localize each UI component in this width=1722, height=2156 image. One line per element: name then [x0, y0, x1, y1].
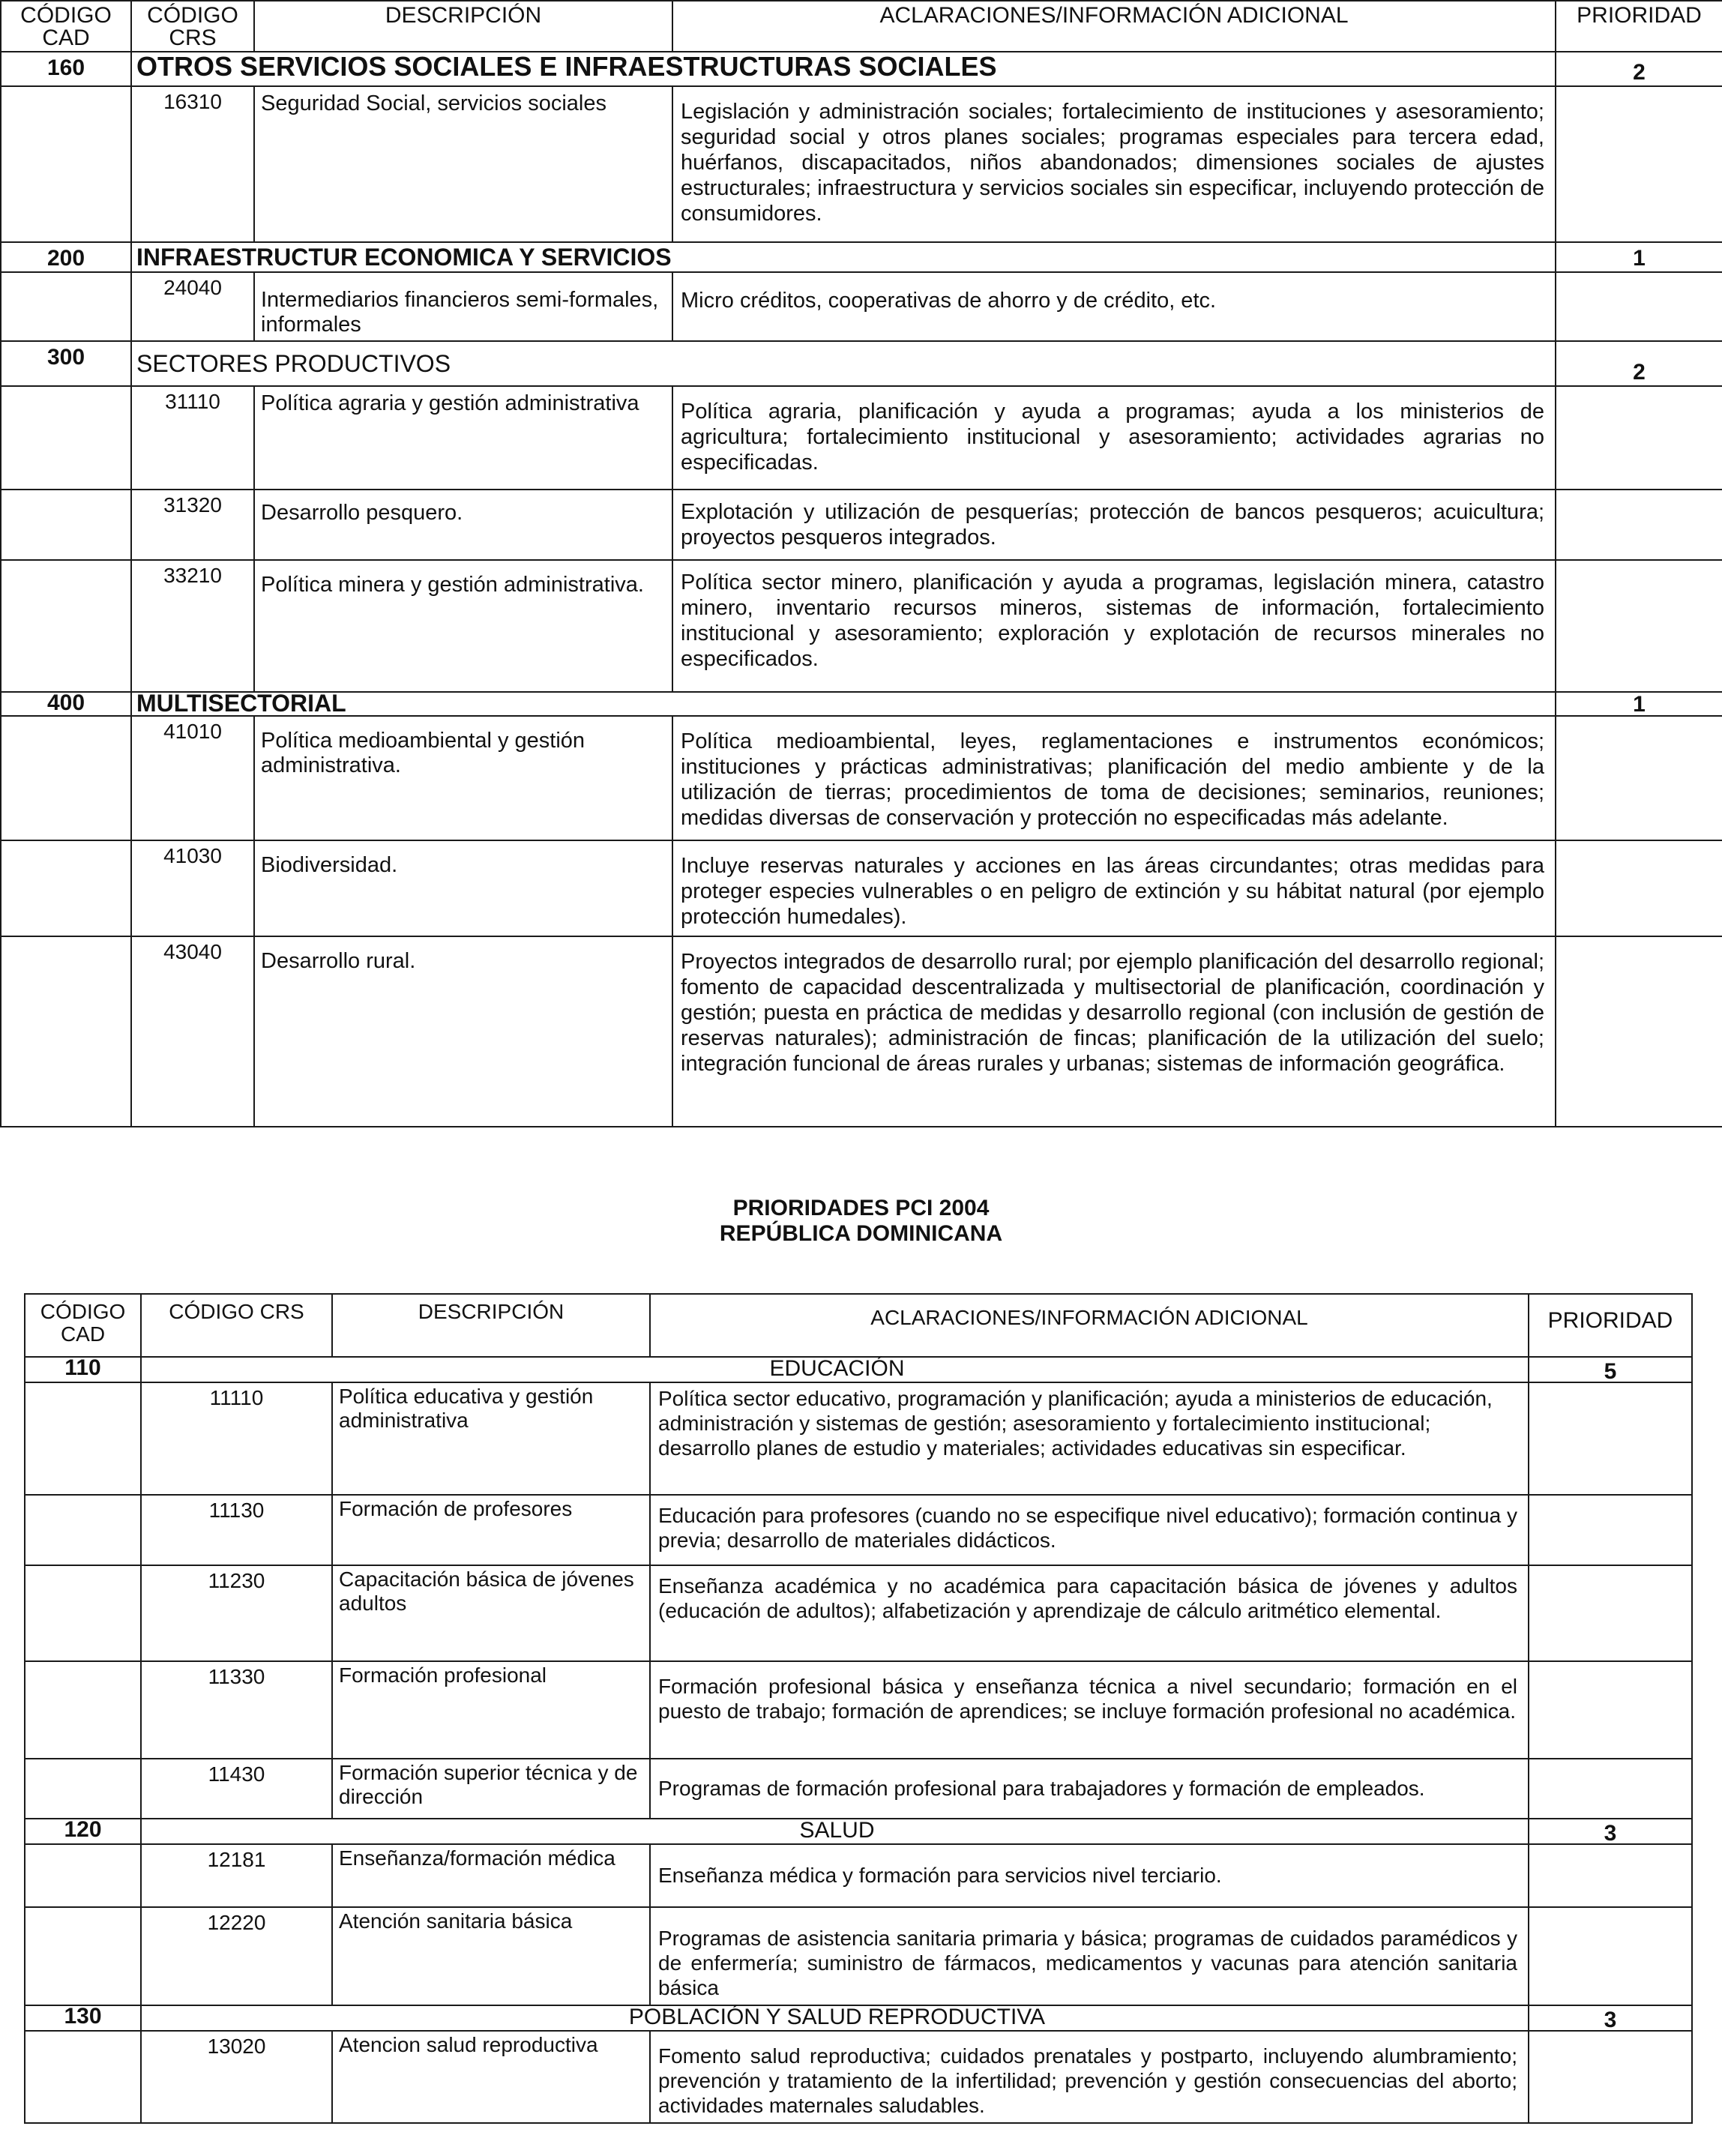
header-cad: CÓDIGO CAD — [1, 1, 131, 52]
table-row — [25, 1661, 1692, 1759]
clarification: Política sector educativo, programación y planificación; ayuda a ministerios de educación, administración y sistemas de gestión; asesoramiento y fortalecimiento institucional; desarrollo planes de estudio y materiales; actividades educativas sin especificar. — [650, 1382, 1529, 1495]
section-code: 130 — [25, 2005, 141, 2031]
crs-code: 11330 — [141, 1661, 332, 1759]
crs-code: 12181 — [141, 1844, 332, 1907]
crs-code: 43040 — [131, 936, 254, 1127]
crs-code: 41030 — [131, 840, 254, 936]
crs-code: 11110 — [141, 1382, 332, 1495]
section-code: 400 — [1, 692, 131, 716]
table-row — [1, 840, 1722, 936]
header-desc: DESCRIPCIÓN — [332, 1294, 650, 1357]
section-priority: 3 — [1529, 2005, 1692, 2031]
description: Capacitación básica de jóvenes adultos — [332, 1565, 650, 1661]
table-row — [1, 386, 1722, 490]
table-row — [25, 1495, 1692, 1565]
page-title: PRIORIDADES PCI 2004 — [732, 1196, 990, 1220]
table-row — [1, 86, 1722, 242]
description: Formación de profesores — [332, 1495, 650, 1565]
clarification: Programas de asistencia sanitaria primaria y básica; programas de cuidados paramédicos y de enfermería; suministro de fármacos, medicamentos y vacunas para atención sanitaria básica — [650, 1907, 1529, 2005]
table-row — [25, 1844, 1692, 1907]
description: Seguridad Social, servicios sociales — [254, 86, 672, 242]
table-row — [25, 1907, 1692, 2005]
crs-code: 11230 — [141, 1565, 332, 1661]
table-row — [1, 716, 1722, 840]
section-title: MULTISECTORIAL — [131, 692, 1556, 716]
table-row — [25, 1565, 1692, 1661]
crs-code: 24040 — [131, 272, 254, 341]
table-row — [1, 936, 1722, 1127]
section-row — [1, 242, 1722, 272]
clarification: Fomento salud reproductiva; cuidados prenatales y postparto, incluyendo alumbramiento; prevención y tratamiento de la infertilidad; prevención y gestión consecuencias del aborto; actividades maternales saludables. — [650, 2031, 1529, 2123]
table-header-row — [25, 1294, 1692, 1357]
clarification: Enseñanza académica y no académica para capacitación básica de jóvenes y adultos (educación de adultos); alfabetización y aprendizaje de cálculo aritmético elemental. — [650, 1565, 1529, 1661]
description: Desarrollo rural. — [254, 936, 672, 1127]
clarification: Política agraria, planificación y ayuda a programas; ayuda a los ministerios de agricultura; fortalecimiento institucional y asesoramiento; actividades agrarias no especificadas. — [672, 386, 1556, 490]
clarification: Política sector minero, planificación y ayuda a programas, legislación minera, catastro minero, inventario recursos mineros, sistemas de información, fortalecimiento institucional y asesoramiento; exploración y explotación de recursos minerales no especificados. — [672, 560, 1556, 692]
page-subtitle: REPÚBLICA DOMINICANA — [719, 1221, 1003, 1246]
description: Atención sanitaria básica — [332, 1907, 650, 2005]
section-priority: 3 — [1529, 1819, 1692, 1844]
clarification: Legislación y administración sociales; fortalecimiento de instituciones y asesoramiento; seguridad social y otros planes sociales; programas especiales para tercera edad, huérfanos, discapacitados, niños abandonados; dimensiones sociales de ajustes estructurales; infraestructura y servicios sociales sin especificar, incluyendo protección de consumidores. — [672, 86, 1556, 242]
crs-code: 41010 — [131, 716, 254, 840]
table-row — [1, 490, 1722, 560]
description: Intermediarios financieros semi-formales, informales — [254, 272, 672, 341]
section-priority: 2 — [1556, 52, 1722, 86]
section-priority: 1 — [1556, 242, 1722, 272]
crs-code: 31110 — [131, 386, 254, 490]
description: Formación profesional — [332, 1661, 650, 1759]
description: Enseñanza/formación médica — [332, 1844, 650, 1907]
header-acl: ACLARACIONES/INFORMACIÓN ADICIONAL — [650, 1294, 1529, 1357]
description: Atencion salud reproductiva — [332, 2031, 650, 2123]
table-row — [25, 1382, 1692, 1495]
description: Política minera y gestión administrativa. — [254, 560, 672, 692]
crs-code: 11130 — [141, 1495, 332, 1565]
section-row — [25, 1819, 1692, 1844]
clarification: Micro créditos, cooperativas de ahorro y de crédito, etc. — [672, 272, 1556, 341]
table-row — [1, 560, 1722, 692]
header-prio: PRIORIDAD — [1556, 1, 1722, 52]
section-title: SECTORES PRODUCTIVOS — [131, 341, 1556, 386]
section-title: OTROS SERVICIOS SOCIALES E INFRAESTRUCTURAS SOCIALES — [131, 52, 1556, 86]
section-code: 110 — [25, 1357, 141, 1382]
description: Política educativa y gestión administrativa — [332, 1382, 650, 1495]
crs-code: 33210 — [131, 560, 254, 692]
clarification: Formación profesional básica y enseñanza técnica a nivel secundario; formación en el puesto de trabajo; formación de aprendices; se incluye formación profesional no académica. — [650, 1661, 1529, 1759]
clarification: Programas de formación profesional para trabajadores y formación de empleados. — [650, 1759, 1529, 1819]
description: Biodiversidad. — [254, 840, 672, 936]
section-title: SALUD — [141, 1819, 1529, 1844]
crs-code: 13020 — [141, 2031, 332, 2123]
description: Desarrollo pesquero. — [254, 490, 672, 560]
section-priority: 2 — [1556, 341, 1722, 386]
section-row — [25, 1357, 1692, 1382]
header-desc: DESCRIPCIÓN — [254, 1, 672, 52]
description: Política agraria y gestión administrativa — [254, 386, 672, 490]
clarification: Explotación y utilización de pesquerías; protección de bancos pesqueros; acuicultura; proyectos pesqueros integrados. — [672, 490, 1556, 560]
table-row — [1, 272, 1722, 341]
clarification: Proyectos integrados de desarrollo rural; por ejemplo planificación del desarrollo regional; fomento de capacidad descentralizada y multisectorial de planificación, coordinación y gestión; puesta en práctica de medidas y desarrollo regional (con inclusión de gestión de reservas naturales); administración de fincas; planificación de la utilización del suelo; integración funcional de áreas rurales y urbanas; sistemas de información geográfica. — [672, 936, 1556, 1127]
crs-code: 12220 — [141, 1907, 332, 2005]
section-title: POBLACIÓN Y SALUD REPRODUCTIVA — [141, 2005, 1529, 2031]
section-code: 160 — [1, 52, 131, 86]
table-row — [25, 2031, 1692, 2123]
priorities-table-2 — [24, 1293, 1693, 2124]
section-row — [25, 2005, 1692, 2031]
header-prio: PRIORIDAD — [1529, 1294, 1692, 1357]
section-title: INFRAESTRUCTUR ECONOMICA Y SERVICIOS — [131, 242, 1556, 272]
section-code: 120 — [25, 1819, 141, 1844]
description: Formación superior técnica y de dirección — [332, 1759, 650, 1819]
clarification: Educación para profesores (cuando no se especifique nivel educativo); formación continua y previa; desarrollo de materiales didácticos. — [650, 1495, 1529, 1565]
clarification: Incluye reservas naturales y acciones en las áreas circundantes; otras medidas para proteger especies vulnerables o en peligro de extinción y su hábitat natural (por ejemplo protección humedales). — [672, 840, 1556, 936]
section-row — [1, 692, 1722, 716]
header-crs: CÓDIGO CRS — [131, 1, 254, 52]
header-crs: CÓDIGO CRS — [141, 1294, 332, 1357]
section-row — [1, 52, 1722, 86]
description: Política medioambiental y gestión administrativa. — [254, 716, 672, 840]
section-code: 200 — [1, 242, 131, 272]
section-priority: 5 — [1529, 1357, 1692, 1382]
clarification: Enseñanza médica y formación para servicios nivel terciario. — [650, 1844, 1529, 1907]
crs-code: 16310 — [131, 86, 254, 242]
section-code: 300 — [1, 341, 131, 386]
section-row — [1, 341, 1722, 386]
table-row — [25, 1759, 1692, 1819]
clarification: Política medioambiental, leyes, reglamentaciones e instrumentos económicos; instituciones y prácticas administrativas; planificación del medio ambiente y de la utilización de tierras; procedimientos de toma de decisiones; seminarios, reuniones; medidas diversas de conservación y protección no especificadas más adelante. — [672, 716, 1556, 840]
header-cad: CÓDIGO CAD — [25, 1294, 141, 1357]
section-priority: 1 — [1556, 692, 1722, 716]
section-title: EDUCACIÓN — [141, 1357, 1529, 1382]
header-acl: ACLARACIONES/INFORMACIÓN ADICIONAL — [672, 1, 1556, 52]
table-header-row — [1, 1, 1722, 52]
crs-code: 11430 — [141, 1759, 332, 1819]
crs-code: 31320 — [131, 490, 254, 560]
